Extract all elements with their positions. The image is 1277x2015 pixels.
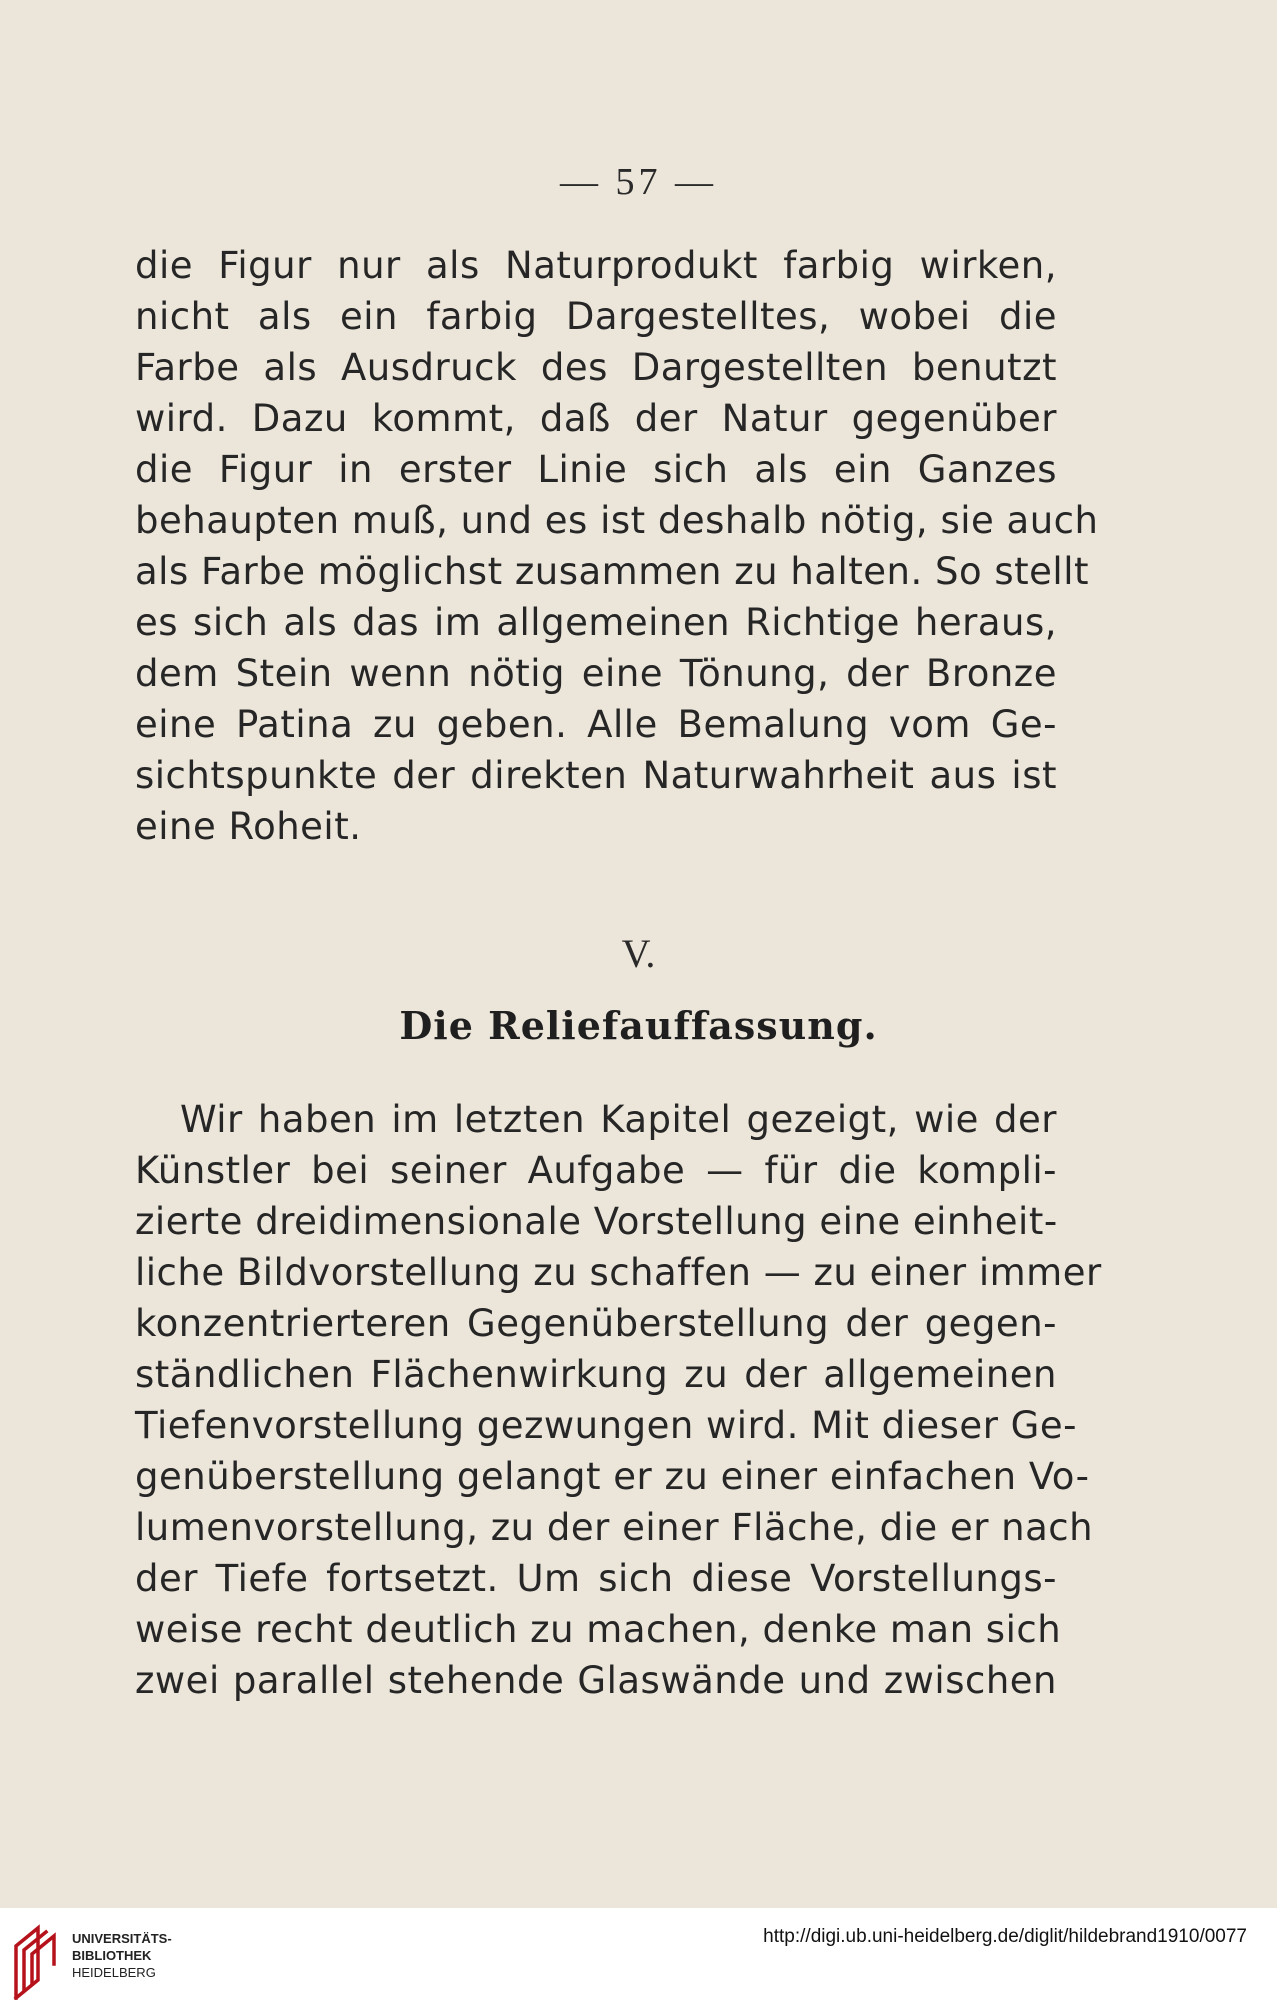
text-line: als Farbe möglichst zusammen zu halten. So stellt	[135, 550, 1089, 593]
text-line: es sich als das im allgemeinen Richtige heraus,	[135, 601, 1057, 644]
text-line: zierte dreidimensionale Vorstellung eine einheit-	[135, 1200, 1058, 1243]
text-line: der Tiefe fortsetzt. Um sich diese Vorstellungs-	[135, 1557, 1057, 1600]
text-line: behaupten muß, und es ist deshalb nötig, sie auch	[135, 499, 1099, 542]
chapter-number: V.	[621, 931, 656, 976]
text-line: weise recht deutlich zu machen, denke man sich	[135, 1608, 1062, 1651]
text-line: genüberstellung gelangt er zu einer einfachen Vo-	[135, 1455, 1090, 1498]
text-line: konzentrierteren Gegenüberstellung der gegen-	[135, 1302, 1057, 1345]
text-line: sichtspunkte der direkten Naturwahrheit aus ist	[135, 754, 1057, 797]
chapter-paragraph	[135, 1094, 1102, 1706]
text-line: Farbe als Ausdruck des Dargestellten benutzt	[135, 346, 1057, 389]
text-line: liche Bildvorstellung zu schaffen — zu einer immer	[135, 1251, 1102, 1294]
text-line: ständlichen Flächenwirkung zu der allgemeinen	[135, 1353, 1057, 1396]
page-number: — 57 —	[560, 161, 717, 203]
library-logo-icon	[12, 1924, 62, 2000]
text-line: wird. Dazu kommt, daß der Natur gegenüber	[135, 397, 1057, 440]
text-line: eine Roheit.	[135, 805, 362, 848]
text-line: Wir haben im letzten Kapitel gezeigt, wie der	[180, 1098, 1057, 1141]
text-line: lumenvorstellung, zu der einer Fläche, die er nach	[135, 1506, 1094, 1549]
chapter-title: Die Reliefauffassung.	[399, 1003, 878, 1048]
paragraph-continued	[135, 240, 1099, 852]
text-line: nicht als ein farbig Dargestelltes, wobei die	[135, 295, 1057, 338]
logo-line: HEIDELBERG	[72, 1965, 156, 1980]
source-url-link[interactable]: http://digi.ub.uni-heidelberg.de/diglit/hildebrand1910/0077	[763, 1926, 1247, 1947]
text-line: die Figur nur als Naturprodukt farbig wirken,	[135, 244, 1057, 287]
library-footer	[0, 1908, 1277, 2015]
text-line: zwei parallel stehende Glaswände und zwischen	[135, 1659, 1057, 1702]
text-line: dem Stein wenn nötig eine Tönung, der Bronze	[135, 652, 1057, 695]
logo-line: UNIVERSITÄTS-	[72, 1931, 172, 1946]
text-line: Tiefenvorstellung gezwungen wird. Mit dieser Ge-	[135, 1404, 1077, 1447]
text-line: eine Patina zu geben. Alle Bemalung vom Ge-	[135, 703, 1057, 746]
logo-line: BIBLIOTHEK	[72, 1948, 152, 1963]
library-logo-text	[72, 1930, 172, 1981]
text-line: die Figur in erster Linie sich als ein Ganzes	[135, 448, 1057, 491]
text-line: Künstler bei seiner Aufgabe — für die kompli-	[135, 1149, 1057, 1192]
